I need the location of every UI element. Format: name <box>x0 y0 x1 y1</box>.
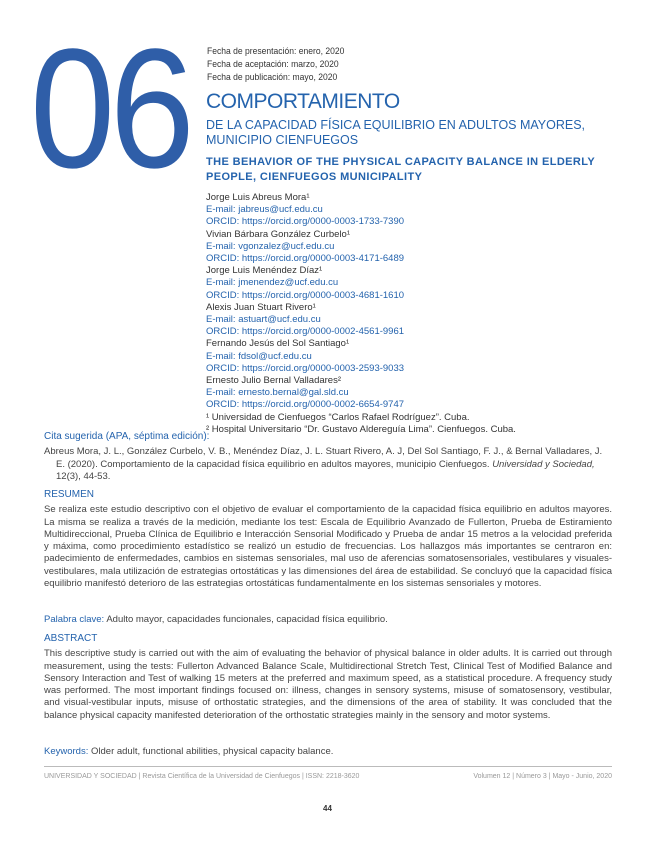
author <box>206 338 626 375</box>
author-email-line <box>206 314 626 326</box>
orcid-link[interactable]: https://orcid.org/0000-0003-2593-9033 <box>241 362 405 374</box>
author-name: Jorge Luis Menéndez Díaz¹ <box>206 265 323 277</box>
orcid-link[interactable]: https://orcid.org/0000-0003-4681-1610 <box>241 289 405 301</box>
page-number: 44 <box>323 804 332 813</box>
orcid-label: ORCID: <box>206 362 242 374</box>
resumen-title: RESUMEN <box>44 489 95 500</box>
citation-section <box>44 431 612 483</box>
author <box>206 192 626 229</box>
keywords-en <box>44 746 612 758</box>
abstract-text: This descriptive study is carried out with the aim of evaluating the behavior of physical balance in older adults. It is carried out through measurement, using the tests: Fullerton Advanced Balance Scale, Multidirectional Stretch Test, Clinical Test of Modified Balance and Sensory Interaction and Test of walking 15 meters at the preferred and maximum speed, as a statistical procedure. A frequency study was performed. The most important findings focused on: illness, changes in sensory systems, misuse of somatosensory, vestibular, and visual-vestibular inputs, misuse of orthostatic strategies, and the dimensions of the area of stability. It was concluded that the balance physical capacity manifested deterioration of the orthostatic strategies mainly in the sensory and motor systems. <box>44 648 612 721</box>
author-name: Fernando Jesús del Sol Santiago¹ <box>206 338 350 350</box>
author-name: Alexis Juan Stuart Rivero¹ <box>206 301 316 313</box>
orcid-label: ORCID: <box>206 289 242 301</box>
author-email-line <box>206 277 626 289</box>
author-email-line <box>206 351 626 363</box>
orcid-label: ORCID: <box>206 216 242 228</box>
email-label: E-mail: <box>206 314 239 326</box>
email-link[interactable]: ernesto.bernal@gal.sld.cu <box>238 387 349 399</box>
orcid-link[interactable]: https://orcid.org/0000-0003-1733-7390 <box>241 216 405 228</box>
resumen-text: Se realiza este estudio descriptivo con el objetivo de evaluar el comportamiento de la capacidad física equilibrio en adultos mayores. La misma se realiza a través de la medición, mediante los test: Escala de Equilibrio Avanzado de Fullerton, Prueba de Estiramiento Multidireccional, Prueba Clínica de Equilibrio e Interacción Sensorial Modificado y Prueba de andar 15 metros a la velocidad preferida y máxima, como procedimiento estadístico se realizó un estudio de frecuencias. Los hallazgos más importantes se centraron en: padecimiento de enfermedades, cambios en sistemas sensoriales, mal uso de aferencias somatosensoriales, vestibulares y visuales-vestibulares, mala utilización de estrategias ortostáticas y las dimensiones del área de estabilidad. Se concluyó que la capacidad física equilibrio manifestó deterioro de las estrategias ortostáticas fundamentalmente en los sistemas sensoriales y motores. <box>44 504 612 590</box>
author-email-line <box>206 241 626 253</box>
page-footer <box>44 766 612 780</box>
orcid-label: ORCID: <box>206 399 242 411</box>
email-label: E-mail: <box>206 240 239 252</box>
citation-journal: Universidad y Sociedad, <box>492 458 595 470</box>
publication-dates <box>207 45 344 84</box>
author <box>206 375 626 412</box>
email-label: E-mail: <box>206 277 239 289</box>
date-presentation: Fecha de presentación: enero, 2020 <box>207 46 345 57</box>
abstract-title: ABSTRACT <box>44 633 98 644</box>
palabras-label: Palabra clave: <box>44 614 105 625</box>
citation-text <box>44 446 612 483</box>
date-acceptance: Fecha de aceptación: marzo, 2020 <box>207 59 339 70</box>
author-email-line <box>206 387 626 399</box>
author-orcid-line <box>206 216 626 228</box>
author <box>206 229 626 266</box>
date-publication: Fecha de publicación: mayo, 2020 <box>207 72 338 83</box>
keywords-text: Older adult, functional abilities, physical capacity balance. <box>88 746 334 757</box>
author-orcid-line <box>206 326 626 338</box>
email-link[interactable]: fdsol@ucf.edu.cu <box>238 350 312 362</box>
citation-tail: 12(3), 44-53. <box>56 470 111 482</box>
orcid-label: ORCID: <box>206 253 242 265</box>
author-name: Jorge Luis Abreus Mora¹ <box>206 192 310 203</box>
author-orcid-line <box>206 253 626 265</box>
author-email-line <box>206 204 626 216</box>
keywords-es <box>44 614 612 626</box>
citation-title: Cita sugerida (APA, séptima edición): <box>44 431 210 442</box>
author-name: Ernesto Julio Bernal Valladares² <box>206 375 342 387</box>
palabras-text: Adulto mayor, capacidades funcionales, capacidad física equilibrio. <box>104 614 388 625</box>
author-orcid-line <box>206 290 626 302</box>
email-link[interactable]: astuart@ucf.edu.cu <box>238 314 321 326</box>
email-link[interactable]: jabreus@ucf.edu.cu <box>238 204 323 216</box>
footer-volume: Volumen 12 | Número 3 | Mayo - Junio, 2020 <box>473 773 612 780</box>
abstract-section <box>44 633 612 722</box>
citation-body: Abreus Mora, J. L., González Curbelo, V. B., Menéndez Díaz, J. L. Stuart Rivero, A. J, Del Sol Santiago, F. J., & Bernal Valladares, J. E. (2020). Comportamiento de la capacidad física equilibrio en adultos mayores, municipio Cienfuegos. <box>44 446 603 470</box>
author-orcid-line <box>206 363 626 375</box>
email-label: E-mail: <box>206 387 239 399</box>
footer-journal: UNIVERSIDAD Y SOCIEDAD | Revista Científica de la Universidad de Cienfuegos | ISSN: 2218-3620 <box>44 773 360 780</box>
article-number: 06 <box>30 14 190 204</box>
email-label: E-mail: <box>206 350 239 362</box>
orcid-link[interactable]: https://orcid.org/0000-0002-4561-9961 <box>241 326 405 338</box>
email-label: E-mail: <box>206 204 239 216</box>
title-english: THE BEHAVIOR OF THE PHYSICAL CAPACITY BALANCE IN ELDERLY PEOPLE, CIENFUEGOS MUNICIPALITY <box>206 156 595 183</box>
author <box>206 302 626 339</box>
resumen-section <box>44 489 612 590</box>
email-link[interactable]: jmenendez@ucf.edu.cu <box>238 277 339 289</box>
orcid-label: ORCID: <box>206 326 242 338</box>
email-link[interactable]: vgonzalez@ucf.edu.cu <box>238 240 335 252</box>
title-main: COMPORTAMIENTO <box>206 90 400 113</box>
author-orcid-line <box>206 399 626 411</box>
orcid-link[interactable]: https://orcid.org/0000-0003-4171-6489 <box>241 253 405 265</box>
keywords-label: Keywords: <box>44 746 89 757</box>
author <box>206 265 626 302</box>
orcid-link[interactable]: https://orcid.org/0000-0002-6654-9747 <box>241 399 405 411</box>
affiliation: ² Hospital Universitario “Dr. Gustavo Aldereguía Lima”. Cienfuegos. Cuba. <box>206 423 516 435</box>
affiliation: ¹ Universidad de Cienfuegos “Carlos Rafael Rodríguez”. Cuba. <box>206 411 470 423</box>
authors-block <box>206 192 626 436</box>
title-sub: DE LA CAPACIDAD FÍSICA EQUILIBRIO EN ADULTOS MAYORES, MUNICIPIO CIENFUEGOS <box>206 118 586 147</box>
author-name: Vivian Bárbara González Curbelo¹ <box>206 228 350 240</box>
